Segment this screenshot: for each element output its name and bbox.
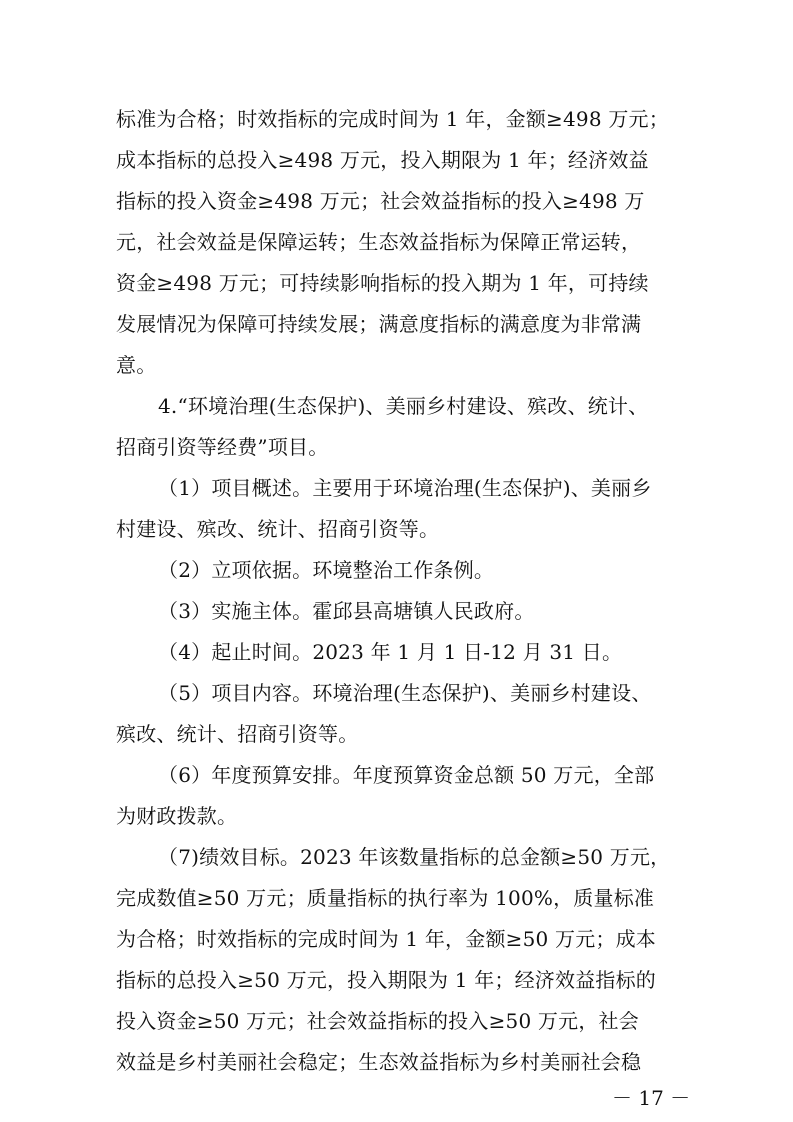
text-line: 殡改、统计、招商引资等。 xyxy=(116,722,359,746)
text-line: 意。 xyxy=(116,353,157,377)
text-line: 标准为合格；时效指标的完成时间为 1 年，金额≥498 万元； xyxy=(116,107,669,131)
text-line: 完成数值≥50 万元；质量指标的执行率为 100%，质量标准 xyxy=(116,886,655,910)
text-line: （4）起止时间。2023 年 1 月 1 日-12 月 31 日。 xyxy=(158,640,623,664)
text-line: 投入资金≥50 万元；社会效益指标的投入≥50 万元，社会 xyxy=(116,1009,639,1033)
text-line: 为财政拨款。 xyxy=(116,804,238,828)
page-number: － 17 － xyxy=(612,1086,691,1110)
text-line: 资金≥498 万元；可持续影响指标的投入期为 1 年，可持续 xyxy=(116,271,649,295)
text-line: 指标的投入资金≥498 万元；社会效益指标的投入≥498 万 xyxy=(116,189,645,213)
text-line: （3）实施主体。霍邱县高塘镇人民政府。 xyxy=(158,599,535,623)
text-line: （7)绩效目标。2023 年该数量指标的总金额≥50 万元， xyxy=(158,845,671,869)
text-line: （1）项目概述。主要用于环境治理(生态保护)、美丽乡 xyxy=(158,476,652,500)
text-line: 发展情况为保障可持续发展；满意度指标的满意度为非常满 xyxy=(116,312,642,336)
text-line: 元，社会效益是保障运转；生态效益指标为保障正常运转， xyxy=(116,230,642,254)
text-line: （2）立项依据。环境整治工作条例。 xyxy=(158,558,495,582)
text-line: （5）项目内容。环境治理(生态保护)、美丽乡村建设、 xyxy=(158,681,652,705)
text-line: 为合格；时效指标的完成时间为 1 年，金额≥50 万元；成本 xyxy=(116,927,657,951)
section-heading-line: 招商引资等经费”项目。 xyxy=(116,435,329,459)
text-line: 村建设、殡改、统计、招商引资等。 xyxy=(116,517,440,541)
text-line: 效益是乡村美丽社会稳定；生态效益指标为乡村美丽社会稳 xyxy=(116,1050,642,1074)
text-line: （6）年度预算安排。年度预算资金总额 50 万元，全部 xyxy=(158,763,655,787)
text-line: 成本指标的总投入≥498 万元，投入期限为 1 年；经济效益 xyxy=(116,148,649,172)
text-line: 指标的总投入≥50 万元，投入期限为 1 年；经济效益指标的 xyxy=(116,968,657,992)
section-heading-line: 4.“环境治理(生态保护)、美丽乡村建设、殡改、统计、 xyxy=(158,394,649,418)
